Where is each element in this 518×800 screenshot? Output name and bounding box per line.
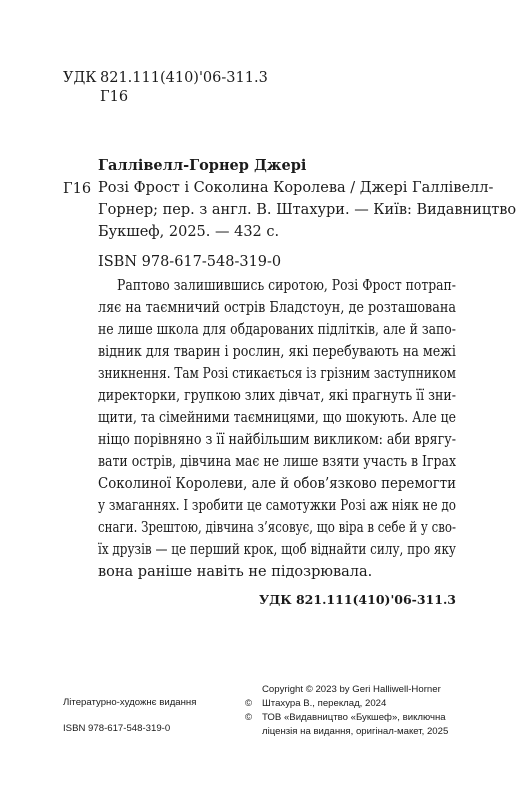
author-heading: Галлівелл-Горнер Джері <box>98 157 307 174</box>
annotation-line: зникнення. Там Розі стикається із грізним заступником <box>98 366 456 382</box>
udk-code: 821.111(410)'06-311.3 <box>100 70 268 86</box>
annotation-line: директорки, групкою злих дівчат, які прагнуть її зни- <box>98 388 456 404</box>
catalog-description-line-1: Розі Фрост і Соколина Королева / Джері Галлівелл- <box>98 180 494 196</box>
copyright-line-4: ліцензія на видання, оригінал-макет, 2025 <box>262 726 449 737</box>
annotation-line: вона раніше навіть не підозрювала. <box>98 564 373 580</box>
copyright-symbol: © <box>245 698 253 709</box>
author-code: Г16 <box>100 89 129 105</box>
copyright-symbol: © <box>245 712 253 723</box>
annotation-line: вати острів, дівчина має не лише взяти участь в Іграх <box>98 454 456 470</box>
catalog-description-line-2: Горнер; пер. з англ. В. Штахури. — Київ: Видавництво <box>98 202 517 218</box>
annotation-line: ляє на таємничий острів Бладстоун, де розташована <box>98 300 456 316</box>
footer-isbn: ISBN 978-617-548-319-0 <box>63 723 171 734</box>
annotation-line: відник для тварин і рослин, які перебувають на межі <box>98 344 456 360</box>
catalog-description-line-3: Букшеф, 2025. — 432 с. <box>98 224 280 240</box>
annotation-line: у змаганнях. І зробити це самотужки Розі аж ніяк не до <box>98 498 457 514</box>
udk-label: УДК <box>63 70 97 86</box>
annotation-line: Соколиної Королеви, але й обов’язково перемогти <box>98 476 457 492</box>
annotation-line: їх друзів — це перший крок, щоб віднайти силу, про яку <box>98 542 457 558</box>
copyright-line-1: Copyright © 2023 by Geri Halliwell-Horner <box>262 684 441 695</box>
catalog-isbn: ISBN 978-617-548-319-0 <box>98 254 282 270</box>
catalog-code: Г16 <box>63 181 92 197</box>
bottom-udk: УДК 821.111(410)'06-311.3 <box>259 592 456 607</box>
annotation-line: не лише школа для обдарованих підлітків, але й запо- <box>98 322 457 338</box>
copyright-line-3: ТОВ «Видавництво «Букшеф», виключна <box>262 712 446 723</box>
copyright-line-2: Штахура В., переклад, 2024 <box>262 698 387 709</box>
annotation-line: снаги. Зрештою, дівчина з’ясовує, що віра в себе й у сво- <box>98 520 457 536</box>
annotation-line: щити, та сімейними таємницями, що шокують. Але це <box>98 410 457 426</box>
annotation-line: Раптово залишившись сиротою, Розі Фрост потрап- <box>117 278 456 294</box>
genre-label: Літературно-художнє видання <box>63 697 197 708</box>
annotation-line: ніщо порівняно з її найбільшим викликом: аби врягу- <box>98 432 456 448</box>
